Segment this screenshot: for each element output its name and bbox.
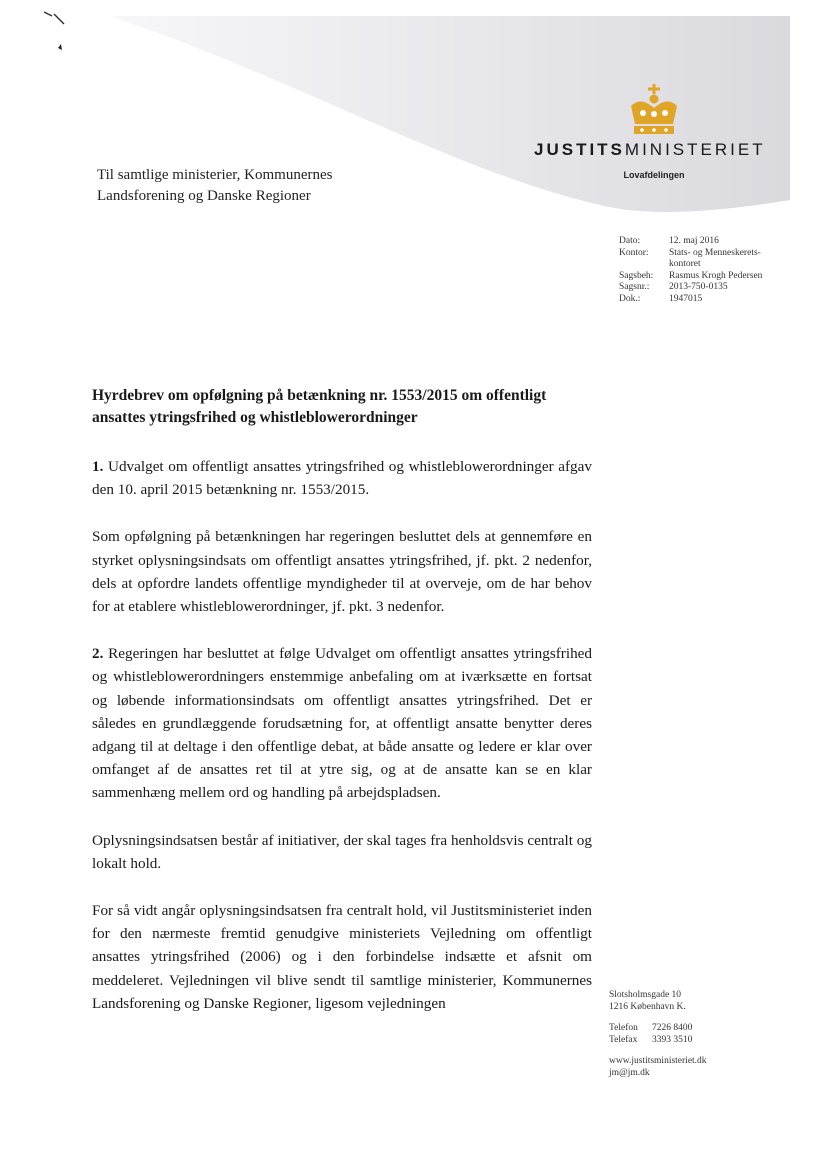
recipient-block xyxy=(97,165,333,207)
paragraph-4: Oplysningsindsatsen består af initiativer, der skal tages fra henholdsvis centralt og lokalt hold. xyxy=(92,831,592,872)
crown-icon xyxy=(627,84,681,136)
ministry-contact xyxy=(609,990,707,1079)
meta-handler: Rasmus Krogh Pedersen xyxy=(669,270,763,281)
recipient-line-2: Landsforening og Danske Regioner xyxy=(97,188,311,204)
meta-office-2: kontoret xyxy=(669,259,701,269)
website-link[interactable]: www.justitsministeriet.dk xyxy=(609,1056,707,1066)
letter-title: Hyrdebrev om opfølgning på betænkning nr. 1553/2015 om offentligt ansattes ytringsfrihed og whistleblowerordninger xyxy=(92,387,547,426)
paragraph-5: For så vidt angår oplysningsindsatsen fra centralt hold, vil Justitsministeriet inden for den nærmeste fremtid genudgive ministeriets Vejledning om offentligt ansattes ytringsfrihed (2006) og i den forbindelse indsætte et afsnit om meddeleret. Vejledningen vil blive sendt til samtlige ministerier, Kommunernes Landsforening og Danske Regioner, ligesom vejledningen xyxy=(92,902,592,1012)
scan-mark xyxy=(40,6,80,56)
paragraph-3 xyxy=(92,642,592,804)
letter-meta xyxy=(619,236,789,305)
phone-label: Telefon xyxy=(609,1023,638,1033)
ministry-name-rest: MINISTERIET xyxy=(624,140,766,159)
meta-date-label: Dato: xyxy=(619,236,641,246)
meta-doc: 1947015 xyxy=(669,293,703,304)
address-line-1: Slotsholmsgade 10 xyxy=(609,990,682,1000)
paragraph-2: Som opfølgning på betænkningen har regeringen besluttet dels at gennemføre en styrket oplysningsindsats om offentligt ansattes ytringsfrihed, jf. pkt. 2 nedenfor, dels at opfordre landets offentlige myndigheder til at overveje, om de har behov for at etablere whistleblowerordninger, jf. pkt. 3 nedenfor. xyxy=(92,528,592,616)
meta-doc-label: Dok.: xyxy=(619,293,641,304)
paragraph-3-number: 2. xyxy=(92,645,104,663)
meta-handler-label: Sagsbeh: xyxy=(619,270,654,281)
address-line-2: 1216 København K. xyxy=(609,1001,686,1012)
email-link[interactable]: jm@jm.dk xyxy=(609,1067,650,1078)
fax-number: 3393 3510 xyxy=(652,1034,693,1045)
ministry-logo xyxy=(534,84,774,180)
meta-office-label: Kontor: xyxy=(619,247,649,258)
meta-office-1: Stats- og Menneskerets- xyxy=(669,247,761,258)
ministry-name-bold: JUSTITS xyxy=(534,140,625,159)
meta-case: 2013-750-0135 xyxy=(669,282,728,292)
paragraph-1-text: Udvalget om offentligt ansattes ytringsfrihed og whistleblowerordninger afgav den 10. april 2015 betænkning nr. 1553/2015. xyxy=(92,458,592,499)
meta-date: 12. maj 2016 xyxy=(669,236,719,246)
paragraph-3-text: Regeringen har besluttet at følge Udvalget om offentligt ansattes ytringsfrihed og whistleblowerordningers enstemmige anbefaling om at iværksætte en fortsat og løbende informationsindsats om offentligt ansattes ytringsfrihed. Det er således en grundlæggende forudsætning for, at offentligt ansatte benytter deres adgang til at deltage i den offentlige debat, at både ansatte og ledere er klar over omfanget af de ansattes ret til at ytre sig, og at de ansatte kan se en klar sammenhæng mellem ord og handling på arbejdspladsen. xyxy=(92,645,593,802)
ministry-name xyxy=(534,140,774,160)
paragraph-1-number: 1. xyxy=(92,458,104,475)
letter-body xyxy=(92,385,592,1039)
phone-number: 7226 8400 xyxy=(652,1023,693,1033)
fax-label: Telefax xyxy=(609,1034,638,1045)
paragraph-1 xyxy=(92,455,592,501)
department-name: Lovafdelingen xyxy=(623,170,685,180)
meta-case-label: Sagsnr.: xyxy=(619,282,650,292)
recipient-line-1: Til samtlige ministerier, Kommunernes xyxy=(97,167,333,183)
